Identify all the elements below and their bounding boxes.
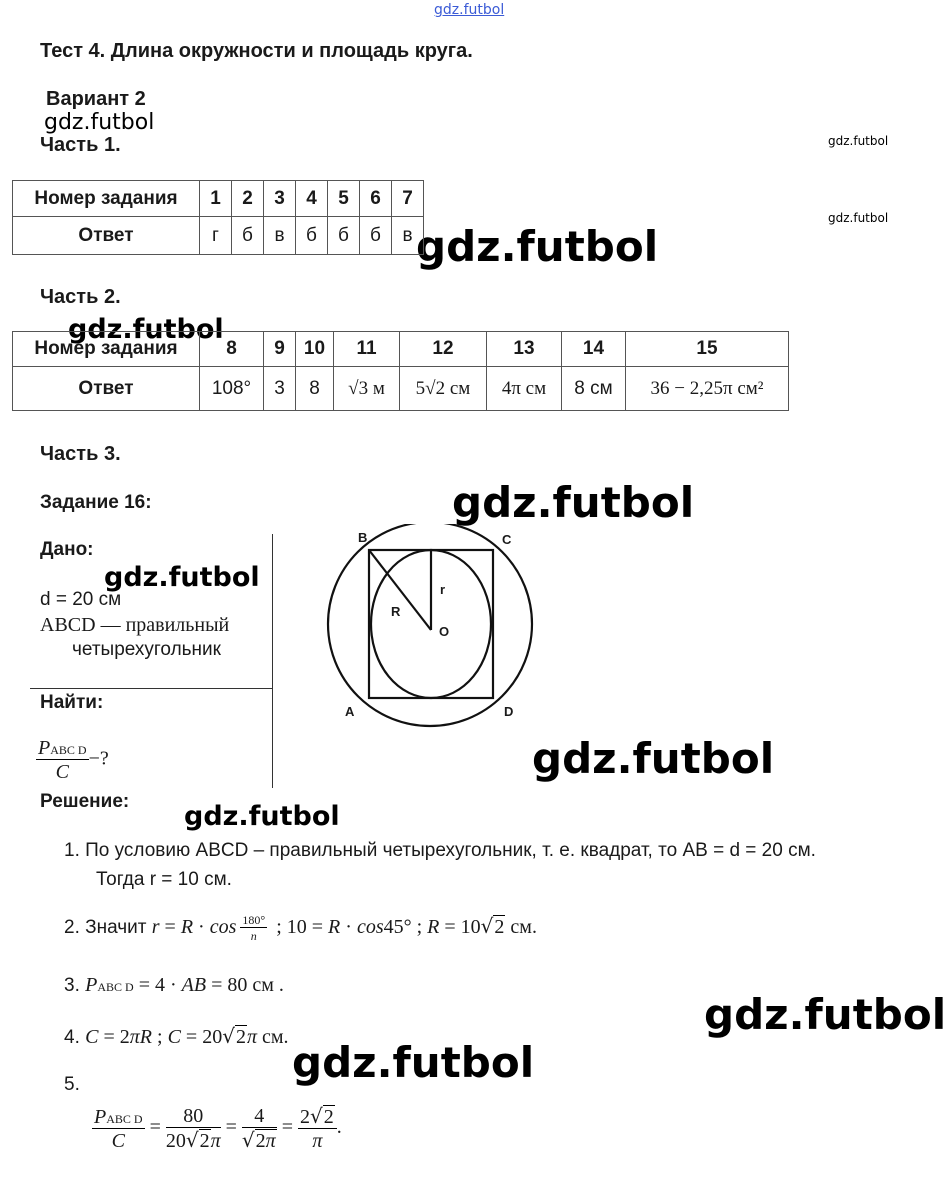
part1-heading: Часть 1. xyxy=(40,134,121,156)
find-sub: ABC D xyxy=(50,743,87,757)
find-num: P xyxy=(38,737,51,759)
task-number: 6 xyxy=(360,181,392,217)
task-number: 11 xyxy=(334,332,400,367)
answer-cell: 8 xyxy=(296,367,334,411)
task-number: 5 xyxy=(328,181,360,217)
answer-cell: б xyxy=(296,217,328,255)
watermark: gdz.futbol xyxy=(828,134,889,148)
part1-task-header: Номер задания xyxy=(13,181,200,217)
step-1-line-1: 1. По условию ABCD – правильный четырехугольник, т. е. квадрат, то AB = d = 20 см. xyxy=(64,840,816,861)
task-number: 10 xyxy=(296,332,334,367)
step-4-prefix: 4. xyxy=(64,1027,80,1048)
watermark: gdz.futbol xyxy=(68,314,224,345)
task-number: 8 xyxy=(200,332,264,367)
geometry-diagram xyxy=(326,524,546,730)
part1-answer-row xyxy=(13,217,424,255)
vertex-C-label: C xyxy=(502,532,512,547)
radius-r-label: r xyxy=(440,582,446,597)
answer-cell: 3 xyxy=(264,367,296,411)
task-number: 3 xyxy=(264,181,296,217)
answer-cell: г xyxy=(200,217,232,255)
find-question: −? xyxy=(88,747,109,770)
part2-task-header: Номер задания xyxy=(13,332,200,367)
step-2: 2. Значит r = R · cos $\frac{180^\circ}{n}$ ; 10 = R · cos45° ; R = 10√2 см. xyxy=(64,913,537,943)
answer-cell: 5√2 см xyxy=(400,367,487,411)
answer-cell: б xyxy=(360,217,392,255)
step-5-prefix: 5. xyxy=(64,1074,80,1095)
task-number: 15 xyxy=(626,332,789,367)
answer-cell: в xyxy=(392,217,424,255)
step-3-prefix: 3. xyxy=(64,975,80,996)
given-divider-vertical xyxy=(272,534,273,788)
task-number: 7 xyxy=(392,181,424,217)
watermark: gdz.futbol xyxy=(452,478,695,527)
find-expression xyxy=(36,738,109,782)
step-3: 3. PABC D = 4 · AB = 80 см . xyxy=(64,974,284,996)
watermark: gdz.futbol xyxy=(104,562,260,593)
center-O-label: O xyxy=(439,624,450,639)
vertex-B-label: B xyxy=(358,530,368,545)
task-number: 9 xyxy=(264,332,296,367)
part2-heading: Часть 2. xyxy=(40,286,121,308)
answer-cell: 36 − 2,25π см² xyxy=(626,367,789,411)
page-title: Тест 4. Длина окружности и площадь круга. xyxy=(40,40,473,62)
answer-cell: 108° xyxy=(200,367,264,411)
given-abcd-cont: четырехугольник xyxy=(72,639,221,660)
answer-cell: б xyxy=(232,217,264,255)
solution-label: Решение: xyxy=(40,791,130,812)
answer-cell: б xyxy=(328,217,360,255)
step-4: 4. C = 2πR ; C = 20√2π см. xyxy=(64,1024,289,1048)
watermark-top[interactable]: gdz.futbol xyxy=(434,2,505,18)
watermark: gdz.futbol xyxy=(292,1038,535,1087)
given-diameter: d = 20 см xyxy=(40,589,122,610)
answer-cell: в xyxy=(264,217,296,255)
part2-answer-header: Ответ xyxy=(13,367,200,411)
watermark: gdz.futbol xyxy=(532,734,775,783)
part1-answer-header: Ответ xyxy=(13,217,200,255)
watermark: gdz.futbol xyxy=(184,801,340,832)
task-number: 13 xyxy=(487,332,562,367)
part2-answer-row xyxy=(13,367,789,411)
part2-table xyxy=(12,331,789,411)
step-1-line-2: Тогда r = 10 см. xyxy=(96,869,232,890)
watermark: gdz.futbol xyxy=(44,110,155,135)
given-abcd: ABCD — правильный xyxy=(40,614,230,636)
given-label: Дано: xyxy=(40,539,94,560)
part1-number-row xyxy=(13,181,424,217)
answer-cell: √3 м xyxy=(334,367,400,411)
task-number: 1 xyxy=(200,181,232,217)
given-divider-horizontal xyxy=(30,688,273,689)
vertex-D-label: D xyxy=(504,704,514,719)
radius-R-label: R xyxy=(391,604,401,619)
find-den: C xyxy=(55,761,69,783)
answer-cell: 8 см xyxy=(562,367,626,411)
part3-heading: Часть 3. xyxy=(40,443,121,465)
answer-cell: 4π см xyxy=(487,367,562,411)
variant-label: Вариант 2 xyxy=(46,88,146,110)
watermark: gdz.futbol xyxy=(828,211,889,225)
watermark: gdz.futbol xyxy=(416,222,659,271)
vertex-A-label: A xyxy=(345,704,355,719)
find-label: Найти: xyxy=(40,692,104,713)
task-16-heading: Задание 16: xyxy=(40,492,152,513)
task-number: 12 xyxy=(400,332,487,367)
part1-table xyxy=(12,180,424,255)
task-number: 2 xyxy=(232,181,264,217)
watermark: gdz.futbol xyxy=(704,990,947,1039)
step-5-expression: $\frac{\text{PABC D}}{C}$ = $\frac{80}{20√2\pi}$ = $\frac{4}{√2\pi}$ = $\frac{2√2}{\pi}$ . xyxy=(94,1104,342,1152)
part2-number-row xyxy=(13,332,789,367)
task-number: 4 xyxy=(296,181,328,217)
step-2-prefix: 2. Значит xyxy=(64,917,147,939)
task-number: 14 xyxy=(562,332,626,367)
